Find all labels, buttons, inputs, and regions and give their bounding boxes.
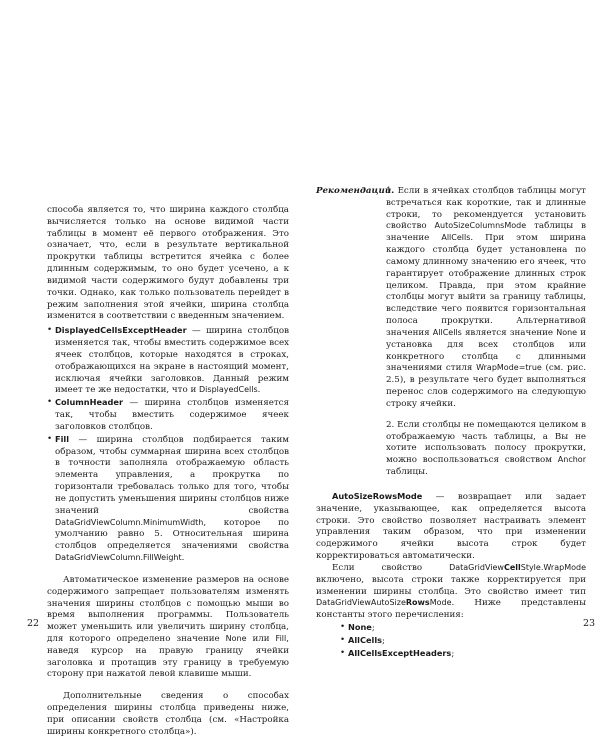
text: ;: [382, 635, 385, 646]
right-column: [316, 186, 586, 660]
enum-item-allcells: [340, 635, 586, 648]
text: ;: [451, 648, 455, 659]
text: 2. Если столбцы не помещаются целиком в отображаемую часть таблицы, а Вы не хотите использовать полосу прокрутки, можно воспользоваться свойством: [386, 419, 586, 466]
list-item-columnheader: [47, 397, 289, 433]
text: . При этом ширина каждого столбца будет установлена по самому длинному значению его ячеек, что гарантирует отображение длинных строк целиком. Правда, при этом крайние столбцы могут выйти за границу таблицы, вследствие чего появится горизонтальная полоса прокрутки. Альтернативой значения: [386, 233, 586, 338]
left-paragraph-3: Дополнительные сведения о способах определения ширины столбца приведены ниже, при описании свойств столбца (см. «Настройка ширины конкретного столбца»).: [47, 691, 289, 737]
text: .: [257, 385, 261, 396]
term-columnheader: ColumnHeader: [55, 397, 124, 408]
bullet-icon: •: [47, 433, 53, 444]
code-autosizerowsmode-type: [316, 598, 451, 607]
text: и установка для всех столбцов или конкретного столбца с длинными значениями стиля: [386, 327, 586, 374]
list-item-fill: [47, 434, 289, 565]
enum-value: AllCellsExceptHeaders: [348, 647, 452, 658]
term-displayedcellsexceptheader: DisplayedCellsExceptHeader: [55, 325, 187, 336]
code-part-bold: Cell: [503, 562, 521, 572]
left-paragraph-2: [47, 575, 289, 681]
text: — ширина столбцов изменяется так, чтобы вместить содержимое всех ячеек столбцов, которые находятся в строках, отображающихся на экране в настоящий момент, исключая ячейки заголовков. Данный режим имеет те же недостатки, что и: [55, 326, 289, 396]
code-none: None: [556, 327, 578, 337]
code-allcells: AllCells: [441, 233, 471, 243]
text: Автоматическое изменение размеров на основе содержимого запрещает пользователям изменять значения ширины столбцов с помощью мыши во время выполнения программы. Пользователь может уменьшить или увеличить ширину столбца, для которого определено значение: [47, 574, 289, 644]
text: включено, высота строки также корректируется при изменении ширины столбца. Это свойство имеет тип: [316, 574, 586, 597]
code-displayedcells: DisplayedCells: [199, 385, 258, 395]
code-wrapmode: WrapMode=true: [476, 363, 542, 373]
wrapmode-paragraph: [316, 563, 586, 622]
text: , которое по умолчанию равно 5. Относительная ширина столбцов определяется значениями свойства: [55, 517, 289, 552]
code-part: DataGridViewAutoSize: [316, 598, 406, 608]
term-autosizerowsmode: AutoSizeRowsMode: [332, 490, 423, 501]
enum-value: AllCells: [348, 634, 382, 645]
list-item-displayedcellsexceptheader: [47, 325, 289, 397]
recommendation-1: [386, 186, 586, 411]
enum-item-none: [340, 622, 586, 635]
left-column: [47, 205, 289, 739]
page-number-right: 23: [583, 618, 596, 629]
bullet-icon: •: [340, 634, 346, 645]
term-fill: Fill: [55, 433, 70, 444]
bullet-icon: •: [340, 647, 346, 658]
code-part: Style.WrapMode: [520, 562, 586, 572]
recommendation-2: [386, 420, 586, 479]
bullet-icon: •: [47, 397, 53, 408]
text: таблицы.: [386, 467, 428, 478]
code-cellstyle: [449, 563, 586, 572]
page-number-left: 22: [27, 618, 40, 629]
enum-item-allcellsexceptheaders: [340, 648, 586, 661]
text: 1. Если в ячейках столбцов таблицы могут встречаться как короткие, так и длинные строки, то рекомендуется установить свойство: [386, 186, 586, 232]
code-none: None: [225, 633, 247, 643]
code-anchor: Anchor: [557, 455, 586, 465]
text: .: [181, 553, 185, 564]
text: — ширина столбцов изменяется так, чтобы вместить содержимое ячеек заголовков столбцов.: [55, 398, 289, 432]
left-paragraph-1: способа является то, что ширина каждого столбца вычисляется только на основе видимой части таблицы в момент её первого отображения. Это означает, что, если в результате вертикальной прокрутки таблицы встретится ячейка с более длинным содержимым, то оно будет усечено, а к видимой части содержимого будут добавлены три точки. Однако, как только пользователь перейдет в режим заполнения этой ячейки, ширина столбца изменится в соответствии с введенным значением.: [47, 205, 289, 322]
enum-list: [316, 622, 586, 660]
code-allcells: AllCells: [432, 327, 462, 337]
recommendations-label: Рекомендации.: [316, 186, 395, 196]
recommendations-body: [386, 186, 586, 479]
code-fillweight: DataGridViewColumn.FillWeight: [55, 553, 182, 563]
text: таблицы в значение: [386, 221, 586, 244]
text: ;: [371, 622, 375, 633]
code-part: DataGridView: [449, 562, 504, 572]
text: (см. рис. 2.5), в результате чего будет выполняться перенос слов содержимого на следующую строку ячейки.: [386, 363, 586, 409]
code-autosizecolumnsmode: AutoSizeColumnsMode: [434, 221, 527, 231]
code-part: Mode: [429, 598, 452, 608]
text: — ширина столбцов подбирается таким образом, чтобы суммарная ширина всех столбцов в точности заполняла отображаемую область элемента управления, а прокрутка по горизонтали требовалась только для того, чтобы не допустить уменьшения ширины столбцов ниже значений свойства: [55, 434, 289, 516]
autosizerowsmode-paragraph: [316, 491, 586, 563]
code-fill: Fill: [275, 633, 287, 643]
code-part-bold: Rows: [405, 598, 430, 608]
text: является значение: [461, 327, 557, 338]
text: — возвращает или задает значение, указывающее, как определяется высота строки. Это свойство позволяет настраивать элемент управления таким образом, что при изменении содержимого ячейки высота строк будет корректироваться автоматически.: [316, 491, 586, 562]
text: Если свойство: [332, 562, 450, 573]
code-minimumwidth: DataGridViewColumn.MinimumWidth: [55, 517, 204, 527]
bullet-icon: •: [340, 621, 346, 632]
text: . Ниже представлены константы этого перечисления:: [316, 598, 586, 621]
column-mode-list: [47, 325, 289, 565]
right-page: [300, 0, 600, 750]
enum-value: None: [348, 621, 372, 632]
text: , наведя курсор на правую границу ячейки заголовка и протащив эту границу в требуемую сторону при нажатой левой клавише мыши.: [47, 633, 289, 680]
recommendations-block: [316, 186, 586, 479]
bullet-icon: •: [47, 325, 53, 336]
text: или: [246, 633, 276, 644]
